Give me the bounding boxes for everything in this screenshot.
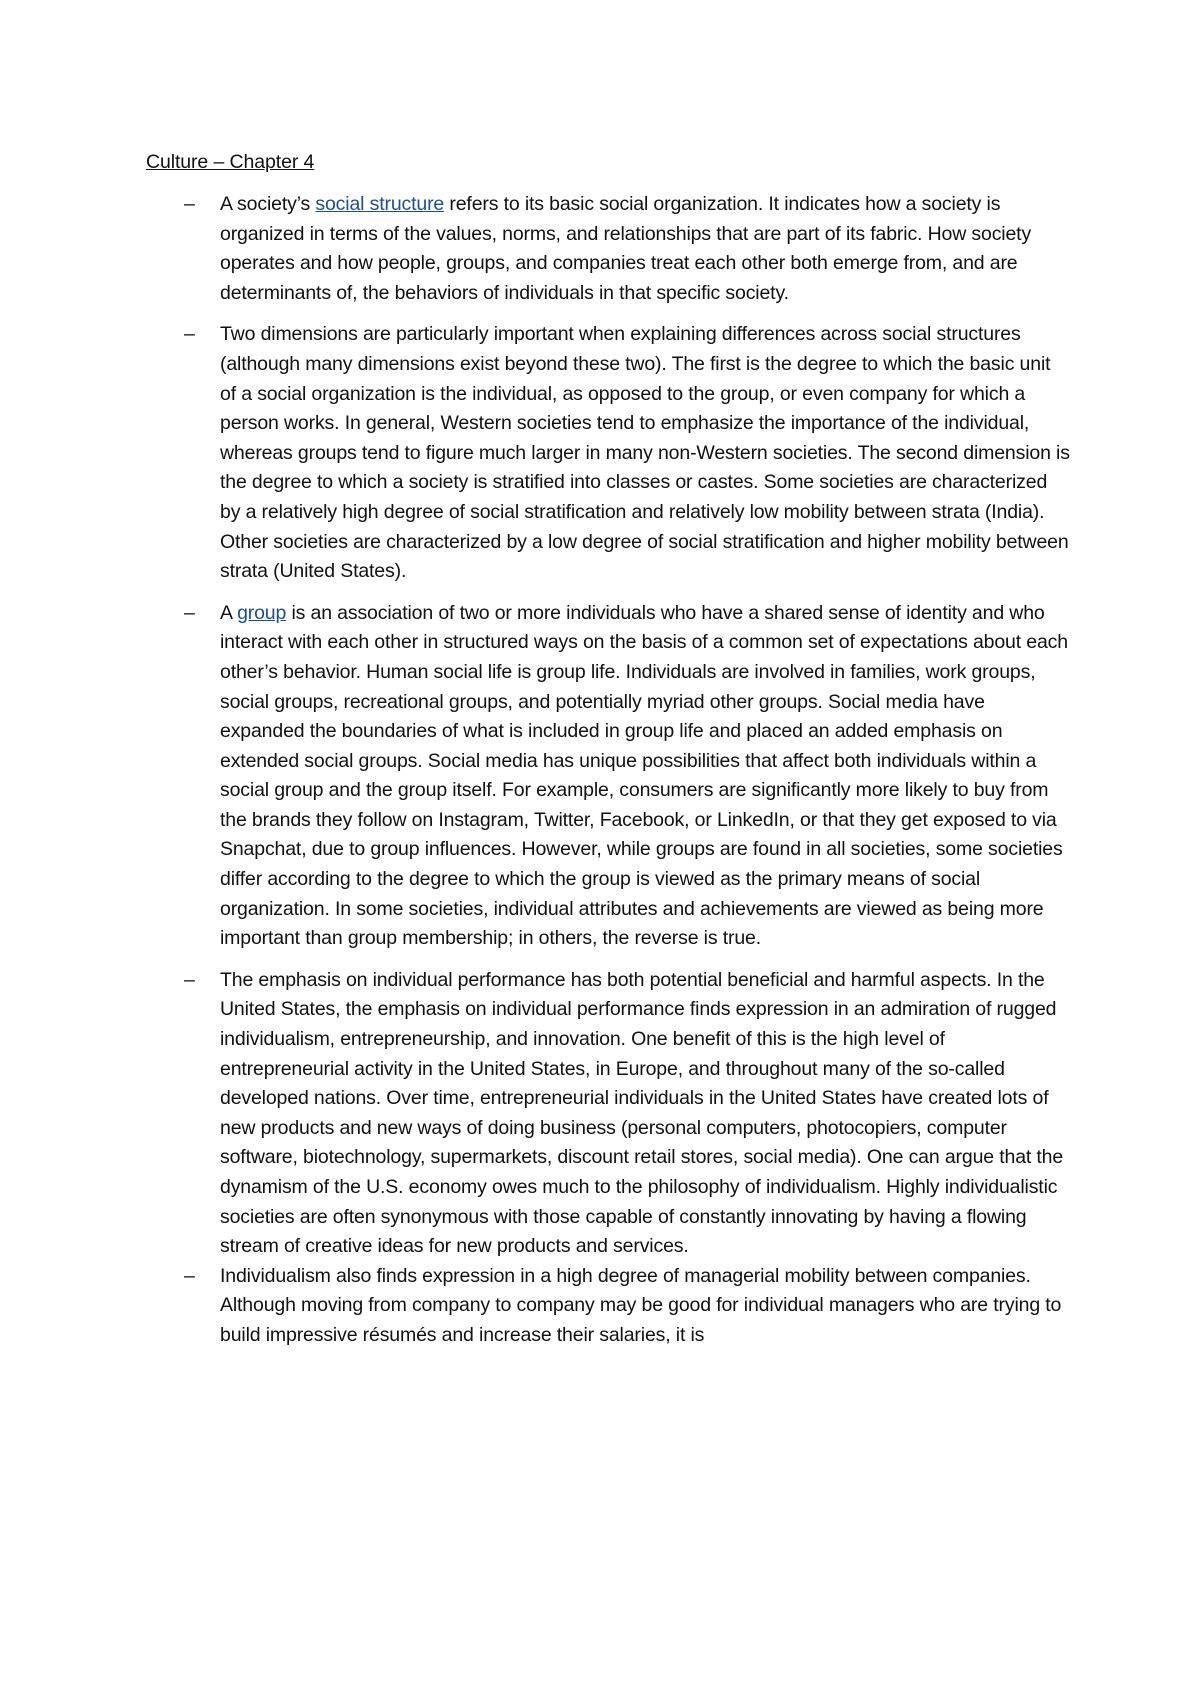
paragraph-text: refers to its basic social organization. It indicates how a society is organized in terms of the values, norms, and relationships that are part of its fabric. How society operates and how people, groups, and companies treat each other both emerge from, and are determinants of, the behaviors of individuals in that specific society. — [220, 193, 1032, 304]
list-item — [146, 599, 1070, 954]
bullet-marker: – — [184, 968, 195, 991]
bullet-marker: – — [184, 1264, 195, 1287]
paragraph-text: A — [220, 601, 238, 624]
bullet-list — [146, 190, 1070, 1351]
paragraph-text: The emphasis on individual performance has both potential beneficial and harmful aspects. In the United States, the emphasis on individual performance finds expression in an admiration of rugged individualism, entrepreneurship, and innovation. One benefit of this is the high level of entrepreneurial activity in the United States, in Europe, and throughout many of the so-called developed nations. Over time, entrepreneurial individuals in the United States have created lots of new products and new ways of doing business (personal computers, photocopiers, computer software, biotechnology, supermarkets, discount retail stores, social media). One can argue that the dynamism of the U.S. economy owes much to the philosophy of individualism. Highly individualistic societies are often synonymous with those capable of constantly innovating by having a flowing stream of creative ideas for new products and services. — [220, 968, 1064, 1258]
social-structure-link[interactable]: social structure — [315, 193, 445, 215]
list-item — [146, 966, 1070, 1262]
list-item — [146, 320, 1070, 586]
list-item — [146, 1262, 1070, 1351]
document-title: Culture – Chapter 4 — [146, 151, 315, 173]
bullet-marker: – — [184, 601, 195, 624]
paragraph-text: Two dimensions are particularly important when explaining differences across social structures (although many dimensions exist beyond these two). The first is the degree to which the basic unit of a social organization is the individual, as opposed to the group, or even company for which a person works. In general, Western societies tend to emphasize the importance of the individual, whereas groups tend to figure much larger in many non-Western societies. The second dimension is the degree to which a society is stratified into classes or castes. Some societies are characterized by a relatively high degree of social stratification and relatively low mobility between strata (India). Other societies are characterized by a low degree of social stratification and higher mobility between strata (United States). — [220, 323, 1070, 583]
bullet-marker: – — [184, 193, 195, 215]
list-item — [146, 190, 1070, 308]
paragraph-text: is an association of two or more individuals who have a shared sense of identity and who interact with each other in structured ways on the basis of a common set of expectations about each other’s behavior. Human social life is group life. Individuals are involved in families, work groups, social groups, recreational groups, and potentially myriad other groups. Social media have expanded the boundaries of what is included in group life and placed an added emphasis on extended social groups. Social media has unique possibilities that affect both individuals within a social group and the group itself. For example, consumers are significantly more likely to buy from the brands they follow on Instagram, Twitter, Facebook, or LinkedIn, or that they get exposed to via Snapchat, due to group influences. However, while groups are found in all societies, some societies differ according to the degree to which the group is viewed as the primary means of social organization. In some societies, individual attributes and achievements are viewed as being more important than group membership; in others, the reverse is true. — [220, 601, 1068, 950]
group-link[interactable]: group — [237, 601, 287, 624]
paragraph-text: Individualism also finds expression in a high degree of managerial mobility between companies. Although moving from company to company may be good for individual managers who are trying to build impressive résumés and increase their salaries, it is — [220, 1264, 1062, 1346]
bullet-marker: – — [184, 323, 195, 346]
paragraph-text: A society’s — [220, 193, 316, 215]
